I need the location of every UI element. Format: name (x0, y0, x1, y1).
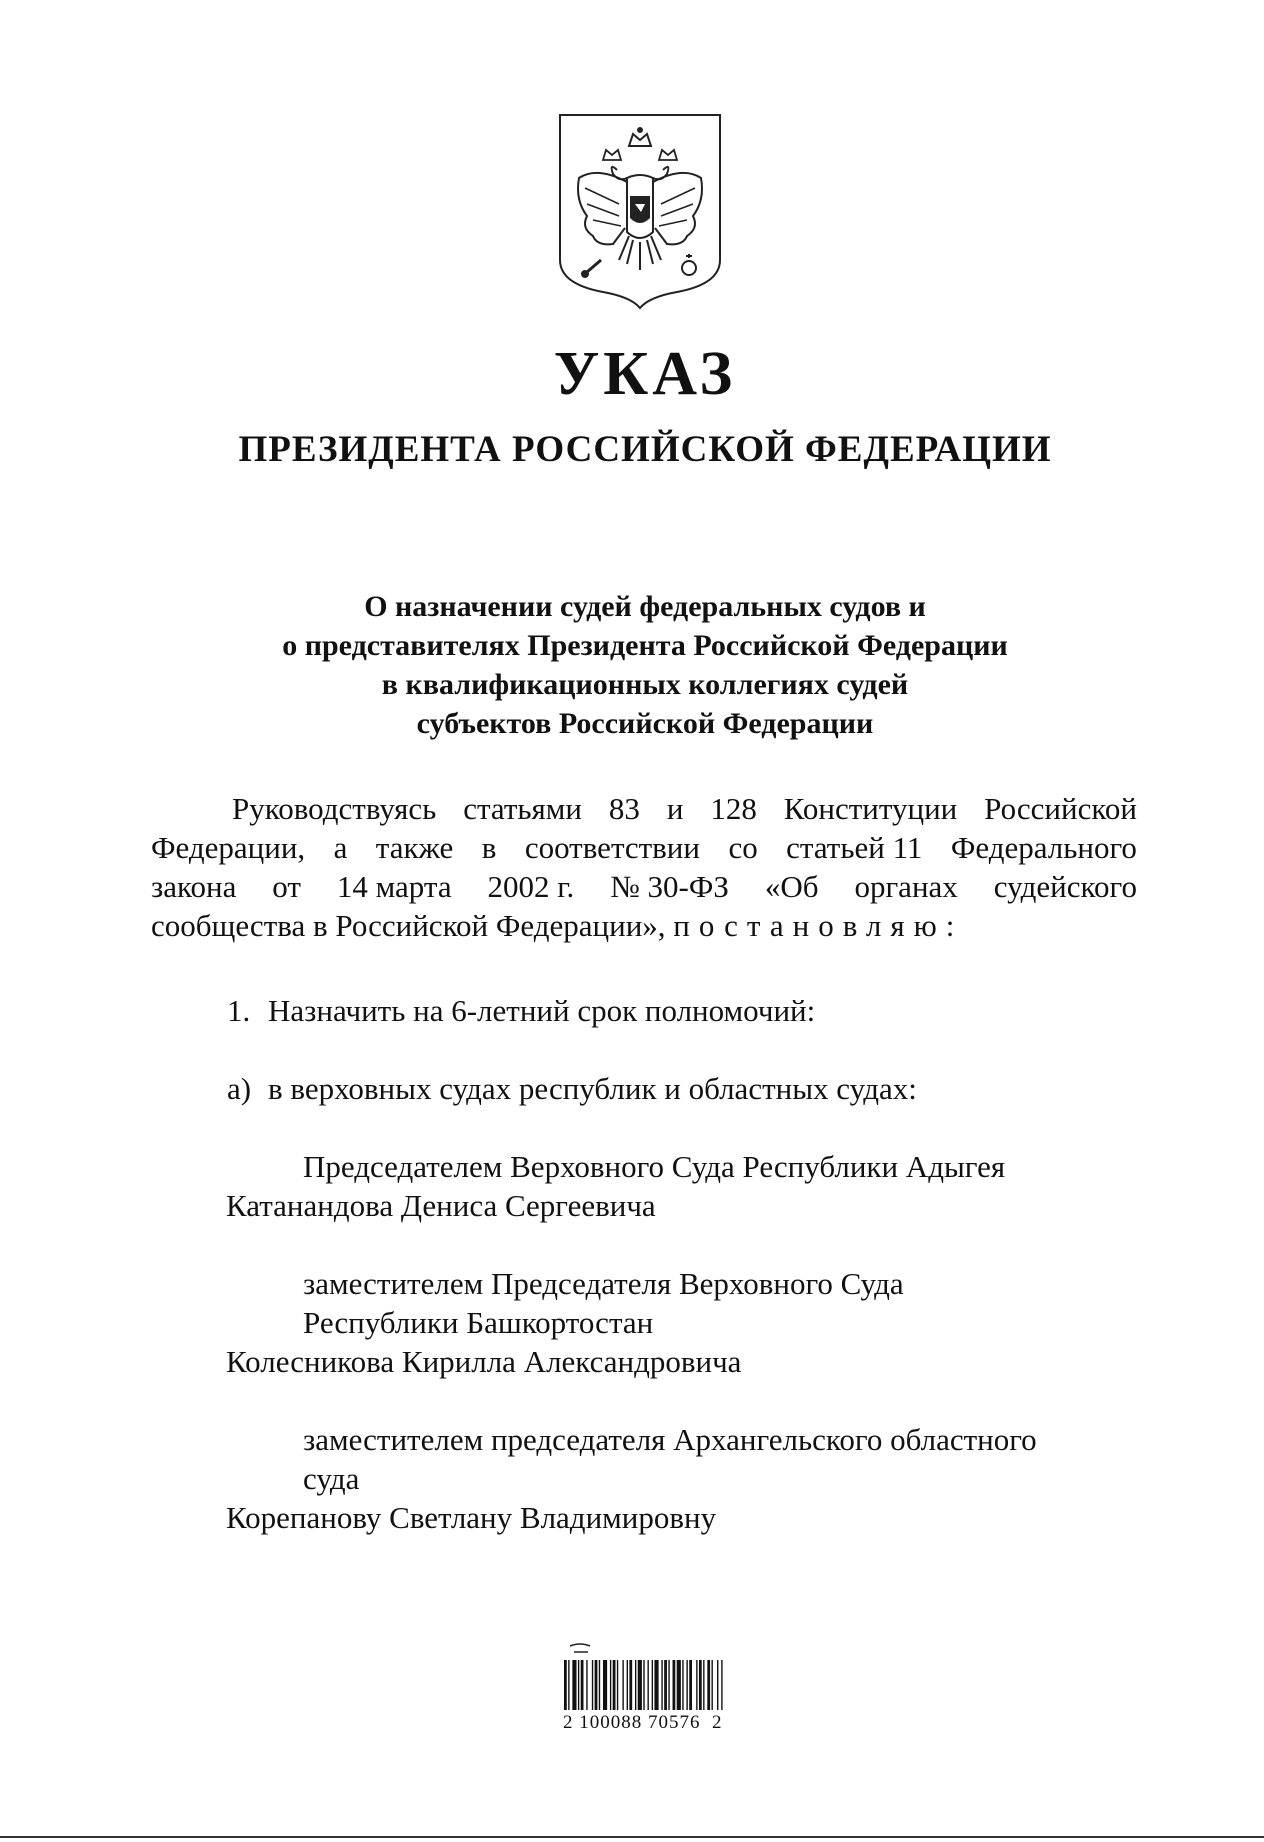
barcode-bar (696, 1660, 697, 1710)
paragraph-1 (227, 991, 815, 1030)
barcode-bar (677, 1660, 681, 1710)
preamble-word: Федерального (950, 830, 1137, 865)
decree-heading (0, 587, 1264, 743)
barcode-bar (586, 1660, 587, 1710)
subparagraph-a (227, 1069, 917, 1108)
preamble-word: судейского (993, 869, 1137, 904)
appointment-position: Председателем Верховного Суда Республики Адыгея (303, 1149, 1006, 1184)
barcode-bar (592, 1660, 593, 1710)
preamble-word: в (481, 830, 497, 865)
preamble-word: со (728, 830, 758, 865)
subparagraph-text: в верховных судах республик и областных судах: (268, 1071, 917, 1106)
preamble-word: также (375, 830, 454, 865)
barcode-bar (564, 1660, 567, 1710)
barcode-digits: 2 100088 70576 2 (563, 1712, 723, 1733)
barcode-bar (703, 1660, 704, 1710)
preamble-paragraph (151, 789, 1137, 945)
heading-line: в квалификационных коллегиях судей (381, 668, 909, 701)
barcode-bar (689, 1660, 692, 1710)
barcode-icon (560, 1642, 732, 1712)
barcode-bar (629, 1660, 632, 1710)
barcode-bar (711, 1660, 712, 1710)
appointment-entry (226, 1264, 904, 1381)
preamble-word: статьями (463, 791, 583, 826)
preamble-word: а (333, 830, 348, 865)
preamble-line (151, 789, 1137, 828)
barcode-bar (647, 1660, 648, 1710)
heading-line: субъектов Российской Федерации (416, 707, 874, 740)
preamble-word: Российской (984, 791, 1137, 826)
appointment-position: суда (303, 1461, 360, 1496)
barcode-bar (581, 1660, 584, 1710)
barcode-bar (717, 1660, 718, 1710)
heading-line: О назначении судей федеральных судов и (364, 590, 926, 623)
decree-verb: постановляю: (673, 908, 964, 943)
coat-of-arms-emblem (557, 112, 723, 310)
barcode-bar (568, 1660, 569, 1710)
barcode-bar (617, 1660, 618, 1710)
barcode-bar (610, 1660, 611, 1710)
appointment-position: заместителем председателя Архангельского областного (303, 1422, 1037, 1457)
preamble-word: Конституции (783, 791, 958, 826)
preamble-line (151, 906, 1137, 945)
barcode-bar (654, 1660, 658, 1710)
preamble-word: статьей 11 (786, 830, 923, 865)
preamble-word: «Об (764, 869, 819, 904)
document-title: УКАЗ (553, 340, 737, 408)
barcode-bar (707, 1660, 710, 1710)
barcode-bar (686, 1660, 687, 1710)
barcode-bar (699, 1660, 702, 1710)
preamble-line (151, 828, 1137, 867)
preamble-text: сообщества в Российской Федерации», (151, 908, 666, 943)
appointee-name: Колесникова Кирилла Александровича (226, 1344, 742, 1379)
barcode-bar (635, 1660, 636, 1710)
appointee-name: Катанандова Дениса Сергеевича (226, 1188, 656, 1223)
preamble-word: Федерации, (151, 830, 306, 865)
barcode-bar (603, 1660, 607, 1710)
subparagraph-letter: а) (227, 1071, 252, 1106)
barcode-bar (682, 1660, 683, 1710)
preamble-word: 83 (608, 791, 640, 826)
preamble-word: соответствии (524, 830, 700, 865)
preamble-word: 2002 г. (487, 869, 575, 904)
preamble-word: и (666, 791, 684, 826)
document-subtitle: ПРЕЗИДЕНТА РОССИЙСКОЙ ФЕДЕРАЦИИ (238, 429, 1052, 470)
barcode-bar (595, 1660, 598, 1710)
barcode-bar (673, 1660, 676, 1710)
barcode-bar (668, 1660, 669, 1710)
heading-line: о представителях Президента Российской Федерации (282, 629, 1008, 662)
barcode-bar (613, 1660, 616, 1710)
barcode-bar (572, 1660, 576, 1710)
barcode-bar (664, 1660, 667, 1710)
appointment-position: Республики Башкортостан (303, 1305, 654, 1340)
paragraph-text: Назначить на 6-летний срок полномочий: (268, 993, 816, 1028)
appointment-entry (226, 1147, 1005, 1225)
barcode-bar (627, 1660, 628, 1710)
bottom-divider (0, 1836, 1264, 1838)
barcode-bar (721, 1660, 722, 1710)
preamble-word: 128 (710, 791, 757, 826)
barcode-bar (578, 1660, 579, 1710)
preamble-word: от (272, 869, 301, 904)
appointee-name: Корепанову Светлану Владимировну (226, 1500, 717, 1535)
preamble-word: Руководствуясь (232, 791, 437, 826)
preamble-word: органах (854, 869, 958, 904)
barcode-bar (643, 1660, 644, 1710)
preamble-word: закона (151, 869, 237, 904)
barcode-bar (638, 1660, 642, 1710)
barcode-bar (661, 1660, 662, 1710)
appointment-position: заместителем Председателя Верховного Суда (303, 1266, 904, 1301)
preamble-word: № 30-ФЗ (610, 869, 729, 904)
paragraph-number: 1. (227, 993, 251, 1028)
preamble-word: 14 марта (336, 869, 452, 904)
barcode-bar (599, 1660, 600, 1710)
barcode-bar (622, 1660, 623, 1710)
appointment-entry (226, 1420, 1037, 1537)
preamble-line (151, 867, 1137, 906)
barcode-bar (652, 1660, 653, 1710)
double-headed-eagle-icon (557, 112, 723, 310)
